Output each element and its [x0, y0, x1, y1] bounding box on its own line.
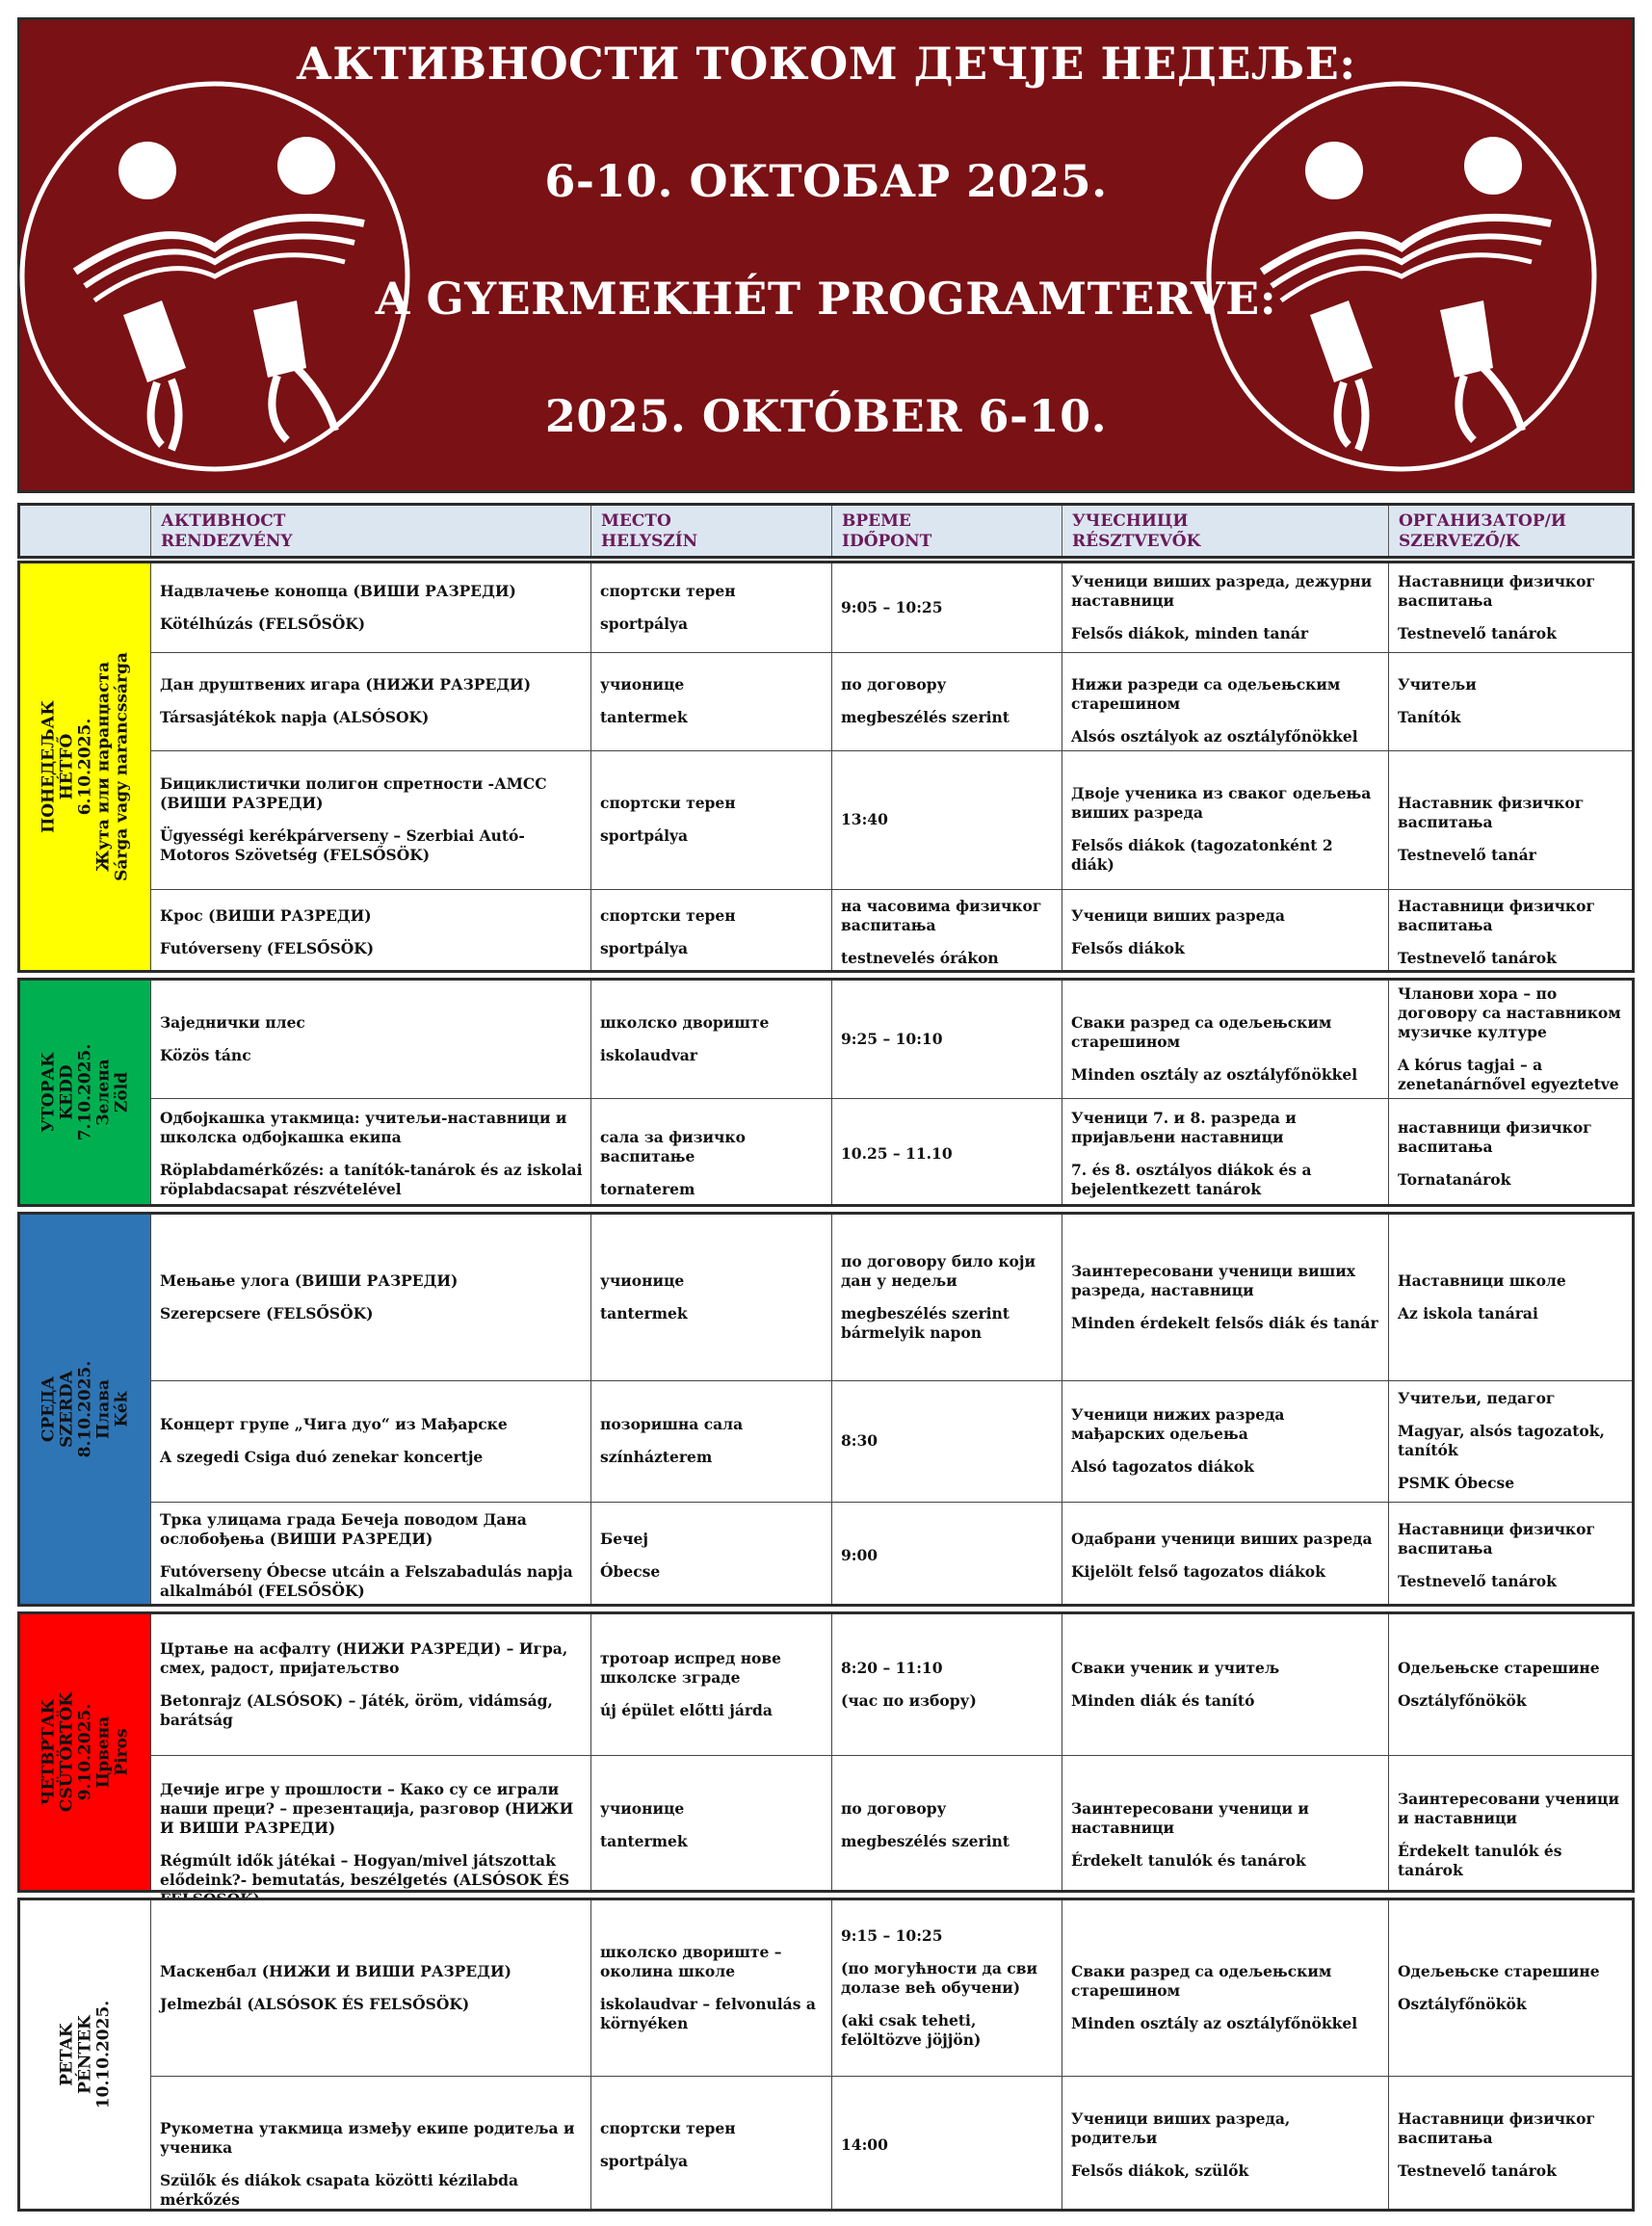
day-label-line: Kék — [112, 1391, 131, 1427]
cell-place — [600, 1013, 824, 1065]
cell-line: tantermek — [600, 1832, 688, 1850]
column-divider — [831, 1900, 832, 2209]
column-divider — [1388, 1215, 1389, 1604]
cell-time — [841, 1030, 1054, 1049]
cell-participants — [1071, 1405, 1380, 1477]
cell-time — [841, 810, 1054, 829]
column-header-participants-sr: УЧЕСНИЦИ — [1072, 511, 1189, 531]
column-divider — [150, 563, 151, 970]
column-divider — [150, 1215, 151, 1604]
cell-line: учионице — [600, 1799, 685, 1818]
cell-line: Ученици нижих разреда мађарских одељења — [1071, 1405, 1285, 1443]
row-divider — [150, 1502, 1632, 1503]
cell-line: Сваки разред са одељењским старешином — [1071, 1962, 1332, 2000]
cell-participants — [1071, 572, 1380, 643]
day-label-line: ПОНЕДЕЉАК — [39, 700, 58, 833]
column-divider — [150, 981, 151, 1204]
children-book-logo-right — [1204, 79, 1599, 474]
cell-line: школско двориште – околина школе — [600, 1943, 782, 1980]
cell-line: Наставници физичког васпитања — [1398, 1520, 1595, 1558]
cell-line: Заинтересовани ученици и наставници — [1398, 1790, 1619, 1827]
cell-line: (час по избору) — [841, 1691, 977, 1710]
cell-activity — [160, 675, 583, 727]
cell-line: учионице — [600, 675, 685, 694]
cell-line: тротоар испред нове школске зграде — [600, 1649, 782, 1687]
row-divider — [150, 889, 1632, 890]
cell-line: Felsős diákok, szülők — [1071, 2161, 1249, 2180]
cell-line: színházterem — [600, 1448, 713, 1466]
column-divider — [831, 563, 832, 970]
cell-activity — [160, 1510, 583, 1601]
cell-time — [841, 1799, 1054, 1851]
cell-organizer — [1398, 984, 1630, 1094]
cell-line: Futóverseny Óbecse utcáin a Felszabadulás napja alkalmából (FELSŐSÖK) — [160, 1562, 573, 1600]
cell-line: PSMK Óbecse — [1398, 1474, 1515, 1492]
cell-line: спортски терен — [600, 906, 736, 925]
column-divider — [150, 1614, 151, 1890]
day-label-text — [58, 2001, 113, 2108]
cell-line: Osztályfőnökök — [1398, 1995, 1527, 2013]
cell-line: Minden osztály az osztályfőnökkel — [1071, 2014, 1358, 2032]
cell-line: Учитељи, педагог — [1398, 1389, 1556, 1407]
cell-line: sportpálya — [600, 615, 689, 633]
cell-line: Magyar, alsós tagozatok, tanítók — [1398, 1422, 1605, 1459]
row-divider — [150, 750, 1632, 751]
cell-activity — [160, 1962, 583, 2014]
cell-line: Betonrajz (ALSÓSOK) – Játék, öröm, vidámság, barátság — [160, 1691, 553, 1729]
cell-place — [600, 1649, 824, 1720]
column-header-participants — [1072, 511, 1200, 552]
cell-line: Двоје ученика из сваког одељења виших разреда — [1071, 784, 1372, 822]
cell-place — [600, 1530, 824, 1582]
cell-line: Testnevelő tanárok — [1398, 624, 1557, 642]
day-label-line: KEDD — [57, 1064, 76, 1120]
cell-line: A szegedi Csiga duó zenekar koncertje — [160, 1448, 484, 1466]
cell-line: megbeszélés szerint — [841, 708, 1010, 726]
day-label-line: 10.10.2025. — [93, 2000, 113, 2109]
cell-line: позоришна сала — [600, 1415, 744, 1433]
cell-line: megbeszélés szerint — [841, 1832, 1010, 1850]
cell-line: 9:05 – 10:25 — [841, 598, 943, 616]
cell-line: Testnevelő tanárok — [1398, 2161, 1557, 2180]
cell-organizer — [1398, 2109, 1630, 2181]
cell-line: Одељењске старешине — [1398, 1659, 1600, 1677]
cell-line: Заинтересовани ученици и наставници — [1071, 1799, 1309, 1837]
cell-line: сала за физичко васпитање — [600, 1128, 746, 1165]
cell-line: tornaterem — [600, 1180, 695, 1198]
cell-line: по договору — [841, 675, 947, 694]
day-label-line: Црвена — [93, 1715, 113, 1789]
row-divider — [150, 1098, 1632, 1099]
cell-line: (aki csak teheti, felöltözve jöjjön) — [841, 2011, 982, 2049]
cell-line: új épület előtti járda — [600, 1701, 773, 1719]
cell-line: Társasjátékok napja (ALSÓSOK) — [160, 708, 430, 726]
cell-line: Наставници физичког васпитања — [1398, 2109, 1595, 2147]
cell-line: Бициклистички полигон спретности -АМСС (ВИШИ РАЗРЕДИ) — [160, 774, 547, 812]
cell-time — [841, 1546, 1054, 1565]
cell-line: наставници физичког васпитања — [1398, 1118, 1592, 1156]
cell-line: Трка улицама града Бечеја поводом Дана ослобођења (ВИШИ РАЗРЕДИ) — [160, 1510, 527, 1548]
day-label — [20, 563, 150, 970]
cell-place — [600, 2119, 824, 2171]
cell-time — [841, 897, 1054, 968]
cell-line: Ученици виших разреда, дежурни наставници — [1071, 572, 1373, 610]
cell-line: iskolaudvar — [600, 1046, 697, 1064]
day-label — [20, 1900, 150, 2209]
column-header-organizer — [1399, 511, 1566, 552]
column-header-time-hu: IDŐPONT — [842, 532, 932, 551]
cell-activity — [160, 1109, 583, 1199]
day-label — [20, 1614, 150, 1890]
cell-organizer — [1398, 1962, 1630, 2014]
column-divider — [831, 981, 832, 1204]
column-divider — [1388, 1614, 1389, 1890]
column-header-place-hu: HELYSZÍN — [601, 532, 698, 551]
cell-organizer — [1398, 1389, 1630, 1493]
day-label-line: 7.10.2025. — [75, 1043, 94, 1141]
cell-line: Бечеј — [600, 1530, 648, 1548]
cell-organizer — [1398, 572, 1630, 643]
cell-line: Osztályfőnökök — [1398, 1691, 1527, 1710]
cell-line: Наставници школе — [1398, 1271, 1566, 1290]
cell-line: по договору било који дан у недељи — [841, 1252, 1036, 1290]
cell-participants — [1071, 784, 1380, 875]
cell-line: Цртање на асфалту (НИЖИ РАЗРЕДИ) – Игра, смех, радост, пријатељство — [160, 1639, 568, 1677]
cell-time — [841, 1144, 1054, 1164]
cell-line: Felsős diákok (tagozatonként 2 diák) — [1071, 836, 1333, 874]
cell-activity — [160, 1639, 583, 1730]
cell-line: Мењање улога (ВИШИ РАЗРЕДИ) — [160, 1271, 459, 1290]
column-divider — [1388, 563, 1389, 970]
cell-line: Testnevelő tanár — [1398, 846, 1536, 864]
cell-line: sportpálya — [600, 939, 689, 957]
cell-line: Jelmezbál (ALSÓSOK ÉS FELSŐSÖK) — [160, 1995, 470, 2013]
column-divider — [831, 1215, 832, 1604]
cell-line: Ученици виших разреда, родитељи — [1071, 2109, 1291, 2147]
cell-participants — [1071, 2109, 1380, 2181]
cell-place — [600, 582, 824, 634]
cell-participants — [1071, 1659, 1380, 1711]
cell-activity — [160, 906, 583, 958]
day-block-5 — [17, 1898, 1635, 2212]
day-label-line: Sárga vagy narancssárga — [112, 652, 131, 881]
cell-line: Felsős diákok — [1071, 939, 1185, 957]
cell-line: Alsós osztályok az osztályfőnökkel — [1071, 727, 1358, 746]
cell-activity — [160, 582, 583, 634]
cell-line: iskolaudvar – felvonulás a környéken — [600, 1995, 816, 2032]
column-header-place-sr: МЕСТО — [601, 511, 671, 531]
cell-line: Kijelölt felső tagozatos diákok — [1071, 1562, 1325, 1581]
cell-line: Az iskola tanárai — [1398, 1304, 1538, 1323]
cell-line: Наставник физичког васпитања — [1398, 794, 1585, 831]
cell-line: 9:00 — [841, 1546, 878, 1564]
cell-line: megbeszélés szerint bármelyik napon — [841, 1304, 1010, 1342]
cell-line: Наставници физичког васпитања — [1398, 897, 1595, 934]
cell-line: Нижи разреди са одељењским старешином — [1071, 675, 1341, 713]
cell-line: Testnevelő tanárok — [1398, 1572, 1557, 1590]
cell-line: Учитељи — [1398, 675, 1477, 694]
cell-line: 8:30 — [841, 1431, 878, 1450]
cell-place — [600, 794, 824, 846]
day-label-text — [39, 652, 131, 881]
cell-line: tantermek — [600, 1304, 688, 1323]
cell-line: Ügyességi kerékpárverseny – Szerbiai Autó-Motoros Szövetség (FELSŐSÖK) — [160, 826, 525, 864]
column-header-participants-hu: RÉSZTVEVŐK — [1072, 532, 1201, 551]
column-header-activity-sr: АКТИВНОСТ — [161, 511, 286, 531]
cell-organizer — [1398, 1118, 1630, 1190]
day-block-3 — [17, 1212, 1635, 1607]
cell-line: Чланови хора – по договору са наставником музичке културе — [1398, 984, 1621, 1041]
cell-line: testnevelés órákon — [841, 949, 999, 967]
column-header-time-sr: ВРЕМЕ — [842, 511, 911, 531]
cell-time — [841, 1926, 1054, 2050]
day-block-1 — [17, 561, 1635, 973]
cell-organizer — [1398, 1790, 1630, 1880]
cell-organizer — [1398, 1271, 1630, 1323]
column-divider — [590, 1215, 591, 1604]
column-header-row — [17, 503, 1635, 559]
children-book-logo-left — [17, 79, 412, 474]
cell-line: по договору — [841, 1799, 947, 1818]
column-divider — [590, 1900, 591, 2209]
day-label-line: ЧЕТВРТАК — [39, 1698, 58, 1806]
cell-line: спортски терен — [600, 794, 736, 812]
cell-line: Дечије игре у прошлости – Како су се играли наши преци? – презентација, разговор (НИЖИ И ВИШИ РАЗРЕДИ) — [160, 1780, 574, 1837]
cell-line: Futóverseny (FELSŐSÖK) — [160, 939, 375, 957]
cell-place — [600, 1799, 824, 1851]
cell-line: A kórus tagjai – a zenetanárnővel egyeztetve — [1398, 1056, 1619, 1093]
column-divider — [590, 1614, 591, 1890]
column-divider — [590, 981, 591, 1204]
cell-place — [600, 1271, 824, 1323]
row-divider — [150, 2076, 1632, 2077]
day-label-line: Зелена — [93, 1059, 113, 1126]
cell-line: 14:00 — [841, 2135, 888, 2154]
cell-activity — [160, 1780, 583, 1909]
day-block-4 — [17, 1611, 1635, 1893]
column-divider — [831, 1614, 832, 1890]
column-header-place — [601, 511, 697, 552]
cell-line: Рукометна утакмица између екипе родитеља и ученика — [160, 2119, 575, 2157]
day-label-line: Жута или наранџаста — [93, 662, 113, 872]
day-label-line: Zöld — [112, 1071, 131, 1113]
column-divider — [1388, 981, 1389, 1204]
day-label-line: PETAK — [57, 2023, 76, 2086]
cell-participants — [1071, 1262, 1380, 1333]
day-label-line: PÉNTEK — [75, 2015, 94, 2094]
cell-time — [841, 1431, 1054, 1451]
cell-line: Сваки ученик и учитељ — [1071, 1659, 1280, 1677]
cell-place — [600, 906, 824, 958]
day-label-line: Плава — [93, 1379, 113, 1439]
column-divider — [1388, 1900, 1389, 2209]
cell-line: на часовима физичког васпитања — [841, 897, 1042, 934]
column-divider — [590, 563, 591, 970]
cell-line: Felsős diákok, minden tanár — [1071, 624, 1309, 642]
cell-line: Érdekelt tanulók és tanárok — [1398, 1842, 1562, 1879]
cell-line: Szülők és diákok csapata közötti kézilabda mérkőzés — [160, 2171, 519, 2209]
cell-line: Дан друштвених игара (НИЖИ РАЗРЕДИ) — [160, 675, 532, 694]
cell-line: спортски терен — [600, 582, 736, 600]
cell-line: Minden érdekelt felsős diák és tanár — [1071, 1314, 1378, 1332]
cell-participants — [1071, 1109, 1380, 1199]
column-header-activity-hu: RENDEZVÉNY — [161, 532, 293, 551]
column-header-organizer-sr: ОРГАНИЗАТОР/И — [1399, 511, 1566, 531]
cell-line: спортски терен — [600, 2119, 736, 2137]
column-header-organizer-hu: SZERVEZŐ/K — [1399, 532, 1520, 551]
day-label-text — [39, 1044, 131, 1141]
day-block-2 — [17, 978, 1635, 1207]
cell-participants — [1071, 1013, 1380, 1085]
day-label — [20, 981, 150, 1204]
cell-time — [841, 1659, 1054, 1711]
cell-organizer — [1398, 675, 1630, 727]
cell-line: Одабрани ученици виших разреда — [1071, 1530, 1373, 1548]
day-label-line: 9.10.2025. — [75, 1703, 94, 1801]
banner-title-hu: A GYERMEKHÉT PROGRAMTERVE: — [375, 273, 1277, 325]
cell-activity — [160, 2119, 583, 2210]
cell-line: Заједнички плес — [160, 1013, 305, 1032]
day-label — [20, 1215, 150, 1604]
cell-place — [600, 1943, 824, 2033]
cell-line: Ученици 7. и 8. разреда и пријављени наставници — [1071, 1109, 1297, 1146]
cell-line: 13:40 — [841, 810, 888, 828]
cell-participants — [1071, 1962, 1380, 2033]
cell-time — [841, 2135, 1054, 2155]
cell-organizer — [1398, 1520, 1630, 1591]
cell-participants — [1071, 675, 1380, 746]
banner-date-sr: 6-10. ОКТОБАР 2025. — [544, 155, 1108, 207]
cell-line: Kötélhúzás (FELSŐSÖK) — [160, 615, 366, 633]
cell-activity — [160, 1013, 583, 1065]
cell-line: 9:15 – 10:25 — [841, 1926, 943, 1945]
cell-line: Testnevelő tanárok — [1398, 949, 1557, 967]
cell-line: Tanítók — [1398, 708, 1461, 726]
day-label-line: СРЕДА — [39, 1375, 58, 1443]
cell-time — [841, 675, 1054, 727]
cell-line: Szerepcsere (FELSŐSÖK) — [160, 1304, 374, 1323]
cell-activity — [160, 1415, 583, 1467]
cell-line: Tornatanárok — [1398, 1170, 1511, 1189]
cell-activity — [160, 1271, 583, 1323]
cell-line: tantermek — [600, 708, 688, 726]
day-label-line: 8.10.2025. — [75, 1360, 94, 1458]
cell-line: (по могућности да сви долазе већ обучени) — [841, 1959, 1037, 1997]
cell-place — [600, 675, 824, 727]
cell-line: 10.25 – 11.10 — [841, 1144, 953, 1163]
banner-date-hu: 2025. OKTÓBER 6-10. — [544, 390, 1108, 442]
cell-line: Röplabdamérkőzés: a tanítók-tanárok és az iskolai röplabdacsapat részvételével — [160, 1161, 583, 1198]
cell-line: Надвлачење конопца (ВИШИ РАЗРЕДИ) — [160, 582, 516, 600]
cell-time — [841, 598, 1054, 617]
cell-line: Ученици виших разреда — [1071, 906, 1285, 925]
cell-line: sportpálya — [600, 826, 689, 845]
cell-line: Óbecse — [600, 1562, 661, 1581]
cell-line: sportpálya — [600, 2152, 689, 2170]
cell-activity — [160, 774, 583, 865]
cell-line: Alsó tagozatos diákok — [1071, 1457, 1254, 1476]
cell-line: Érdekelt tanulók és tanárok — [1071, 1851, 1306, 1870]
cell-time — [841, 1252, 1054, 1343]
cell-line: Концерт групе „Чига дуо“ из Мађарске — [160, 1415, 508, 1433]
day-label-text — [39, 1361, 131, 1458]
cell-organizer — [1398, 897, 1630, 968]
day-label-line: HÉTFŐ — [57, 733, 76, 800]
cell-line: 7. és 8. osztályos diákok és a bejelentkezett tanárok — [1071, 1161, 1312, 1198]
cell-line: Одбојкашка утакмица: учитељи-наставници и школска одбојкашка екипа — [160, 1109, 567, 1146]
column-header-time — [842, 511, 931, 552]
cell-line: Сваки разред са одељењским старешином — [1071, 1013, 1332, 1051]
day-label-line: SZERDA — [57, 1371, 76, 1448]
day-label-line: 6.10.2025. — [75, 718, 94, 816]
cell-participants — [1071, 1799, 1380, 1871]
cell-place — [600, 1415, 824, 1467]
cell-place — [600, 1128, 824, 1199]
cell-line: школско двориште — [600, 1013, 770, 1032]
cell-line: Одељењске старешине — [1398, 1962, 1600, 1980]
day-label-text — [39, 1692, 131, 1812]
cell-line: Minden osztály az osztályfőnökkel — [1071, 1065, 1358, 1084]
cell-line: 8:20 – 11:10 — [841, 1659, 943, 1677]
day-label-line: Piros — [112, 1728, 131, 1776]
day-label-line: УТОРАК — [39, 1052, 58, 1133]
cell-line: Közös tánc — [160, 1046, 251, 1064]
cell-organizer — [1398, 1659, 1630, 1711]
row-divider — [150, 1380, 1632, 1381]
cell-organizer — [1398, 794, 1630, 865]
cell-line: Minden diák és tanító — [1071, 1691, 1255, 1710]
cell-line: Крос (ВИШИ РАЗРЕДИ) — [160, 906, 372, 925]
cell-line: Маскенбал (НИЖИ И ВИШИ РАЗРЕДИ) — [160, 1962, 511, 1980]
cell-line: Régmúlt idők játékai – Hogyan/mivel játszottak elődeink?- bemutatás, beszélgetés (ALSÓSOK ÉS — [160, 1851, 570, 1889]
column-divider — [150, 1900, 151, 2209]
row-divider — [150, 1755, 1632, 1756]
cell-participants — [1071, 1530, 1380, 1582]
row-divider — [150, 652, 1632, 653]
day-label-line: CSÜTÖRTÖK — [57, 1691, 76, 1813]
cell-line: Заинтересовани ученици виших разреда, наставници — [1071, 1262, 1356, 1299]
column-header-activity — [161, 511, 293, 552]
banner-title-sr: АКТИВНОСТИ ТОКОМ ДЕЧЈЕ НЕДЕЉЕ: — [296, 38, 1356, 90]
cell-participants — [1071, 906, 1380, 958]
cell-line: 9:25 – 10:10 — [841, 1030, 943, 1048]
cell-line: учионице — [600, 1271, 685, 1290]
cell-line: Наставници физичког васпитања — [1398, 572, 1595, 610]
